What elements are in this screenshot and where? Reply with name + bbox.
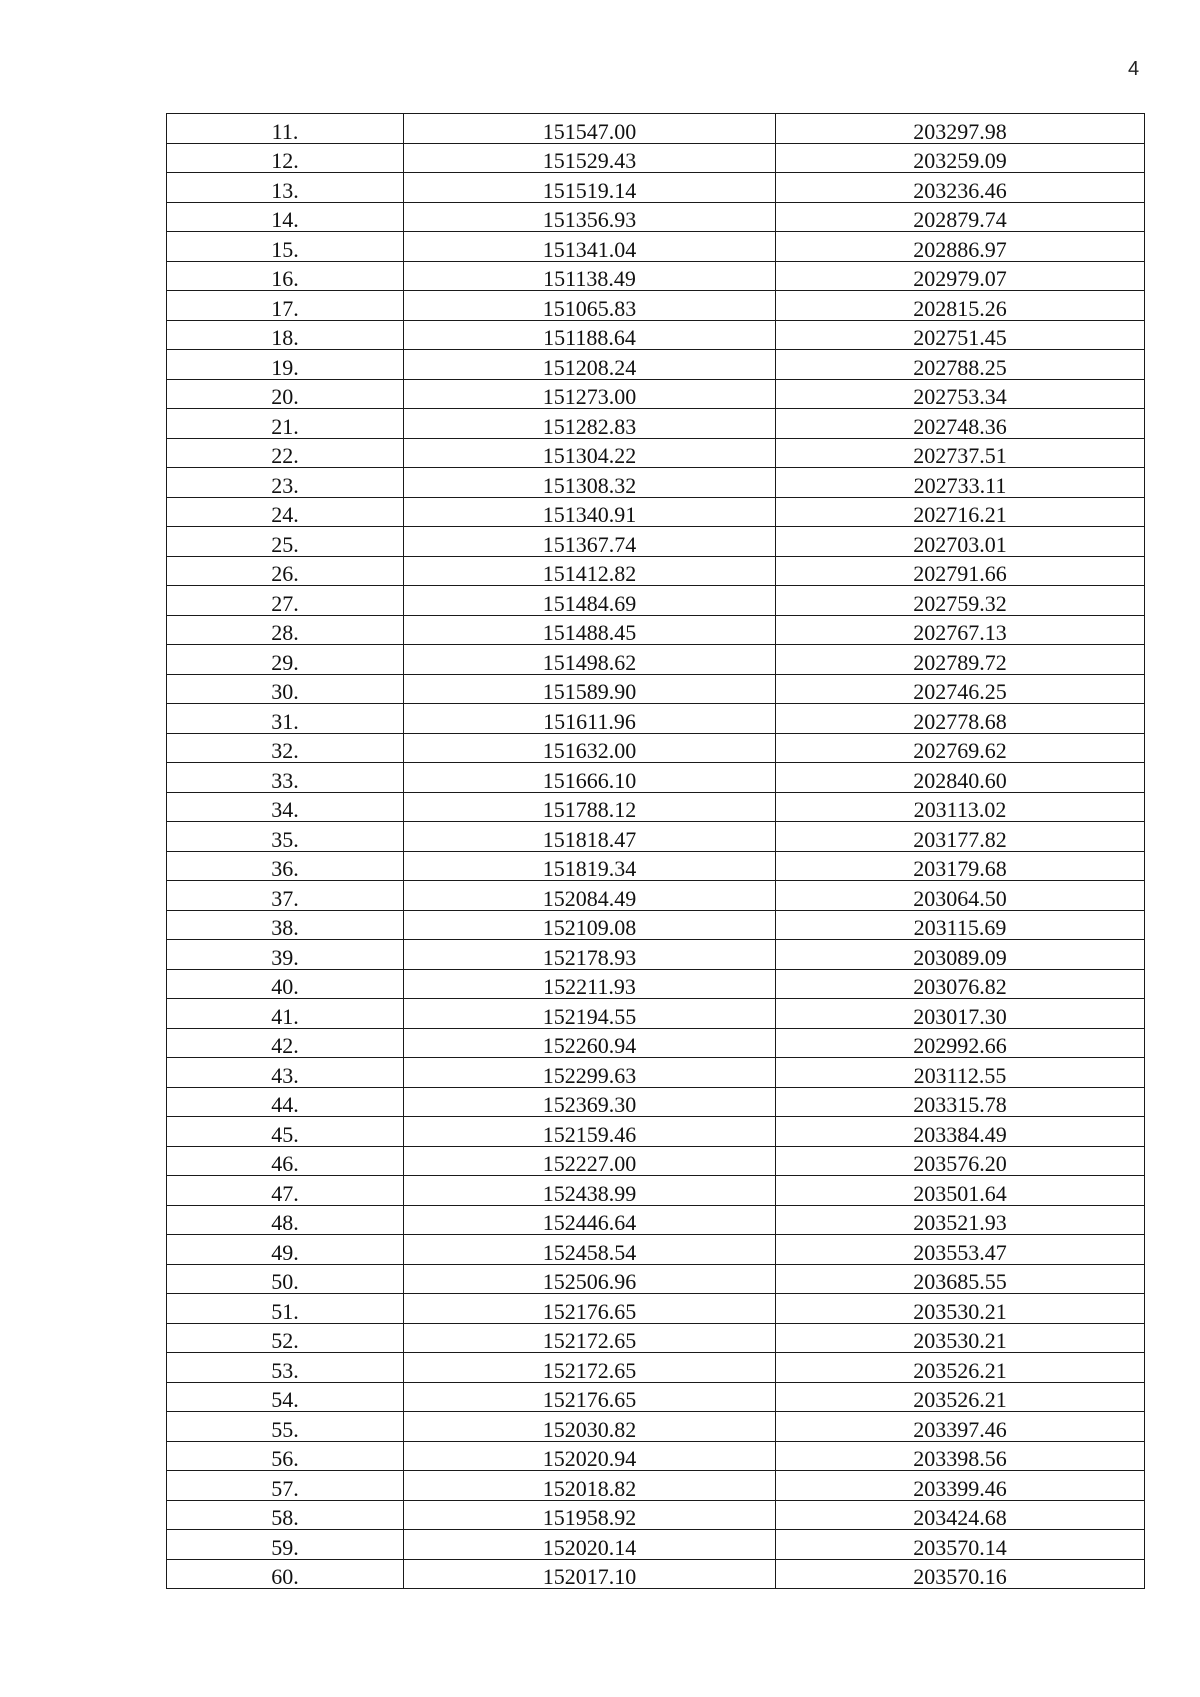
table-row (167, 1441, 1145, 1471)
point-number-cell: 55. (167, 1412, 404, 1442)
table-row (167, 940, 1145, 970)
x-coordinate-cell: 151529.43 (404, 143, 776, 173)
point-number-cell: 20. (167, 379, 404, 409)
y-coordinate-cell: 203236.46 (776, 173, 1145, 203)
x-coordinate-cell: 151208.24 (404, 350, 776, 380)
table-row (167, 173, 1145, 203)
table-row (167, 527, 1145, 557)
table-row (167, 1412, 1145, 1442)
x-coordinate-cell: 152172.65 (404, 1353, 776, 1383)
x-coordinate-cell: 152178.93 (404, 940, 776, 970)
point-number-cell: 54. (167, 1382, 404, 1412)
table-row (167, 1471, 1145, 1501)
table-row (167, 350, 1145, 380)
table-row (167, 291, 1145, 321)
point-number-cell: 41. (167, 999, 404, 1029)
y-coordinate-cell: 203076.82 (776, 969, 1145, 999)
table-row (167, 1382, 1145, 1412)
y-coordinate-cell: 202778.68 (776, 704, 1145, 734)
x-coordinate-cell: 152369.30 (404, 1087, 776, 1117)
y-coordinate-cell: 203115.69 (776, 910, 1145, 940)
y-coordinate-cell: 203017.30 (776, 999, 1145, 1029)
y-coordinate-cell: 203113.02 (776, 792, 1145, 822)
y-coordinate-cell: 203526.21 (776, 1382, 1145, 1412)
point-number-cell: 38. (167, 910, 404, 940)
point-number-cell: 25. (167, 527, 404, 557)
table-row (167, 586, 1145, 616)
x-coordinate-cell: 152176.65 (404, 1382, 776, 1412)
x-coordinate-cell: 152176.65 (404, 1294, 776, 1324)
y-coordinate-cell: 203399.46 (776, 1471, 1145, 1501)
table-row (167, 143, 1145, 173)
y-coordinate-cell: 202746.25 (776, 674, 1145, 704)
point-number-cell: 28. (167, 615, 404, 645)
x-coordinate-cell: 151367.74 (404, 527, 776, 557)
point-number-cell: 32. (167, 733, 404, 763)
x-coordinate-cell: 152194.55 (404, 999, 776, 1029)
x-coordinate-cell: 151356.93 (404, 202, 776, 232)
x-coordinate-cell: 152020.94 (404, 1441, 776, 1471)
point-number-cell: 47. (167, 1176, 404, 1206)
page-number: 4 (1128, 58, 1140, 80)
x-coordinate-cell: 151488.45 (404, 615, 776, 645)
x-coordinate-cell: 152018.82 (404, 1471, 776, 1501)
x-coordinate-cell: 151547.00 (404, 114, 776, 144)
point-number-cell: 13. (167, 173, 404, 203)
point-number-cell: 33. (167, 763, 404, 793)
x-coordinate-cell: 152506.96 (404, 1264, 776, 1294)
x-coordinate-cell: 152446.64 (404, 1205, 776, 1235)
x-coordinate-cell: 152109.08 (404, 910, 776, 940)
x-coordinate-cell: 151484.69 (404, 586, 776, 616)
table-row (167, 1087, 1145, 1117)
table-row (167, 704, 1145, 734)
point-number-cell: 52. (167, 1323, 404, 1353)
x-coordinate-cell: 151666.10 (404, 763, 776, 793)
coordinates-table-body (167, 114, 1145, 1589)
point-number-cell: 11. (167, 114, 404, 144)
x-coordinate-cell: 151340.91 (404, 497, 776, 527)
x-coordinate-cell: 151138.49 (404, 261, 776, 291)
x-coordinate-cell: 151589.90 (404, 674, 776, 704)
y-coordinate-cell: 203570.16 (776, 1559, 1145, 1589)
table-row (167, 822, 1145, 852)
y-coordinate-cell: 203570.14 (776, 1530, 1145, 1560)
table-row (167, 881, 1145, 911)
point-number-cell: 49. (167, 1235, 404, 1265)
point-number-cell: 21. (167, 409, 404, 439)
point-number-cell: 16. (167, 261, 404, 291)
table-row (167, 114, 1145, 144)
x-coordinate-cell: 151958.92 (404, 1500, 776, 1530)
x-coordinate-cell: 151065.83 (404, 291, 776, 321)
x-coordinate-cell: 152438.99 (404, 1176, 776, 1206)
y-coordinate-cell: 202979.07 (776, 261, 1145, 291)
point-number-cell: 42. (167, 1028, 404, 1058)
point-number-cell: 23. (167, 468, 404, 498)
y-coordinate-cell: 203526.21 (776, 1353, 1145, 1383)
x-coordinate-cell: 151788.12 (404, 792, 776, 822)
y-coordinate-cell: 202703.01 (776, 527, 1145, 557)
point-number-cell: 29. (167, 645, 404, 675)
point-number-cell: 35. (167, 822, 404, 852)
point-number-cell: 45. (167, 1117, 404, 1147)
y-coordinate-cell: 202753.34 (776, 379, 1145, 409)
y-coordinate-cell: 203398.56 (776, 1441, 1145, 1471)
point-number-cell: 60. (167, 1559, 404, 1589)
point-number-cell: 58. (167, 1500, 404, 1530)
y-coordinate-cell: 203112.55 (776, 1058, 1145, 1088)
table-row (167, 763, 1145, 793)
x-coordinate-cell: 152172.65 (404, 1323, 776, 1353)
y-coordinate-cell: 203521.93 (776, 1205, 1145, 1235)
y-coordinate-cell: 202751.45 (776, 320, 1145, 350)
point-number-cell: 44. (167, 1087, 404, 1117)
point-number-cell: 43. (167, 1058, 404, 1088)
point-number-cell: 46. (167, 1146, 404, 1176)
point-number-cell: 14. (167, 202, 404, 232)
x-coordinate-cell: 151818.47 (404, 822, 776, 852)
x-coordinate-cell: 151341.04 (404, 232, 776, 262)
x-coordinate-cell: 151308.32 (404, 468, 776, 498)
table-row (167, 1294, 1145, 1324)
table-row (167, 438, 1145, 468)
y-coordinate-cell: 202815.26 (776, 291, 1145, 321)
y-coordinate-cell: 203089.09 (776, 940, 1145, 970)
x-coordinate-cell: 152020.14 (404, 1530, 776, 1560)
table-row (167, 1530, 1145, 1560)
point-number-cell: 59. (167, 1530, 404, 1560)
y-coordinate-cell: 203179.68 (776, 851, 1145, 881)
y-coordinate-cell: 203259.09 (776, 143, 1145, 173)
y-coordinate-cell: 202767.13 (776, 615, 1145, 645)
point-number-cell: 39. (167, 940, 404, 970)
x-coordinate-cell: 152227.00 (404, 1146, 776, 1176)
x-coordinate-cell: 152084.49 (404, 881, 776, 911)
x-coordinate-cell: 151188.64 (404, 320, 776, 350)
y-coordinate-cell: 203685.55 (776, 1264, 1145, 1294)
x-coordinate-cell: 151819.34 (404, 851, 776, 881)
y-coordinate-cell: 202789.72 (776, 645, 1145, 675)
point-number-cell: 57. (167, 1471, 404, 1501)
point-number-cell: 56. (167, 1441, 404, 1471)
table-row (167, 851, 1145, 881)
y-coordinate-cell: 202791.66 (776, 556, 1145, 586)
y-coordinate-cell: 203397.46 (776, 1412, 1145, 1442)
table-row (167, 409, 1145, 439)
table-row (167, 320, 1145, 350)
x-coordinate-cell: 151304.22 (404, 438, 776, 468)
point-number-cell: 17. (167, 291, 404, 321)
table-row (167, 261, 1145, 291)
y-coordinate-cell: 203576.20 (776, 1146, 1145, 1176)
table-row (167, 232, 1145, 262)
y-coordinate-cell: 202737.51 (776, 438, 1145, 468)
y-coordinate-cell: 202769.62 (776, 733, 1145, 763)
x-coordinate-cell: 152159.46 (404, 1117, 776, 1147)
y-coordinate-cell: 202886.97 (776, 232, 1145, 262)
y-coordinate-cell: 203553.47 (776, 1235, 1145, 1265)
x-coordinate-cell: 151498.62 (404, 645, 776, 675)
table-row (167, 910, 1145, 940)
y-coordinate-cell: 202759.32 (776, 586, 1145, 616)
point-number-cell: 22. (167, 438, 404, 468)
x-coordinate-cell: 152017.10 (404, 1559, 776, 1589)
y-coordinate-cell: 202733.11 (776, 468, 1145, 498)
x-coordinate-cell: 152299.63 (404, 1058, 776, 1088)
y-coordinate-cell: 202992.66 (776, 1028, 1145, 1058)
table-row (167, 645, 1145, 675)
y-coordinate-cell: 203064.50 (776, 881, 1145, 911)
table-row (167, 792, 1145, 822)
table-row (167, 674, 1145, 704)
point-number-cell: 40. (167, 969, 404, 999)
y-coordinate-cell: 203424.68 (776, 1500, 1145, 1530)
y-coordinate-cell: 203177.82 (776, 822, 1145, 852)
table-row (167, 468, 1145, 498)
table-row (167, 969, 1145, 999)
table-row (167, 999, 1145, 1029)
point-number-cell: 53. (167, 1353, 404, 1383)
point-number-cell: 36. (167, 851, 404, 881)
table-row (167, 556, 1145, 586)
table-row (167, 1058, 1145, 1088)
point-number-cell: 50. (167, 1264, 404, 1294)
y-coordinate-cell: 202716.21 (776, 497, 1145, 527)
table-row (167, 1205, 1145, 1235)
table-row (167, 1264, 1145, 1294)
coordinates-table (166, 113, 1145, 1589)
table-row (167, 1353, 1145, 1383)
point-number-cell: 37. (167, 881, 404, 911)
x-coordinate-cell: 152211.93 (404, 969, 776, 999)
point-number-cell: 18. (167, 320, 404, 350)
y-coordinate-cell: 203315.78 (776, 1087, 1145, 1117)
point-number-cell: 30. (167, 674, 404, 704)
y-coordinate-cell: 203530.21 (776, 1323, 1145, 1353)
table-row (167, 1028, 1145, 1058)
x-coordinate-cell: 152458.54 (404, 1235, 776, 1265)
x-coordinate-cell: 152030.82 (404, 1412, 776, 1442)
table-row (167, 1235, 1145, 1265)
point-number-cell: 51. (167, 1294, 404, 1324)
point-number-cell: 24. (167, 497, 404, 527)
table-row (167, 1559, 1145, 1589)
x-coordinate-cell: 151273.00 (404, 379, 776, 409)
y-coordinate-cell: 202840.60 (776, 763, 1145, 793)
table-row (167, 497, 1145, 527)
x-coordinate-cell: 151412.82 (404, 556, 776, 586)
table-row (167, 379, 1145, 409)
point-number-cell: 15. (167, 232, 404, 262)
table-row (167, 615, 1145, 645)
y-coordinate-cell: 202879.74 (776, 202, 1145, 232)
x-coordinate-cell: 151519.14 (404, 173, 776, 203)
point-number-cell: 31. (167, 704, 404, 734)
table-row (167, 1117, 1145, 1147)
y-coordinate-cell: 203501.64 (776, 1176, 1145, 1206)
point-number-cell: 19. (167, 350, 404, 380)
point-number-cell: 34. (167, 792, 404, 822)
point-number-cell: 27. (167, 586, 404, 616)
point-number-cell: 26. (167, 556, 404, 586)
y-coordinate-cell: 203530.21 (776, 1294, 1145, 1324)
y-coordinate-cell: 202748.36 (776, 409, 1145, 439)
point-number-cell: 12. (167, 143, 404, 173)
x-coordinate-cell: 151611.96 (404, 704, 776, 734)
point-number-cell: 48. (167, 1205, 404, 1235)
y-coordinate-cell: 203384.49 (776, 1117, 1145, 1147)
y-coordinate-cell: 202788.25 (776, 350, 1145, 380)
table-row (167, 202, 1145, 232)
x-coordinate-cell: 151282.83 (404, 409, 776, 439)
table-row (167, 1146, 1145, 1176)
table-row (167, 1500, 1145, 1530)
x-coordinate-cell: 151632.00 (404, 733, 776, 763)
x-coordinate-cell: 152260.94 (404, 1028, 776, 1058)
y-coordinate-cell: 203297.98 (776, 114, 1145, 144)
table-row (167, 1176, 1145, 1206)
table-row (167, 1323, 1145, 1353)
table-row (167, 733, 1145, 763)
